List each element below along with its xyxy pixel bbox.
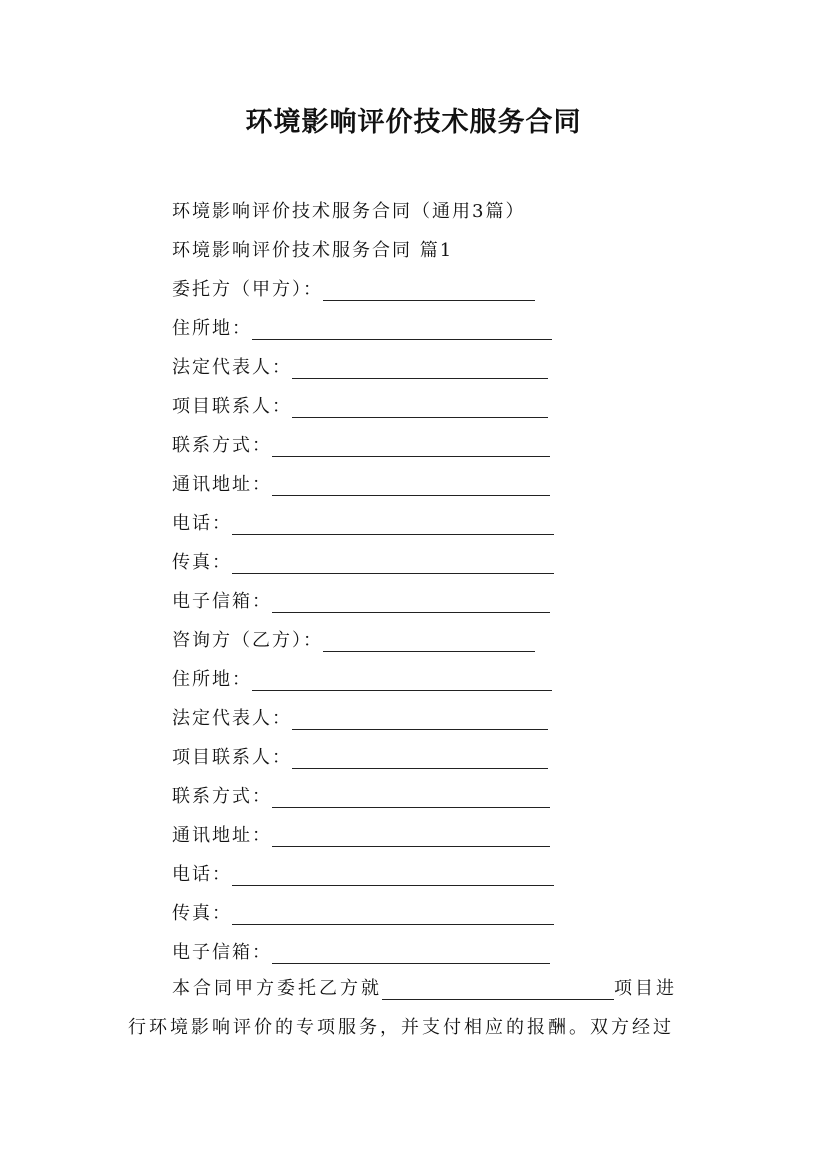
field-blank <box>272 783 550 808</box>
party-a-contact-person-line <box>172 387 702 426</box>
party-b-fax-line <box>172 894 702 933</box>
party-b-label-line <box>172 621 702 660</box>
field-blank <box>232 861 554 886</box>
field-blank <box>232 900 554 925</box>
party-a-contact-method-line <box>172 426 702 465</box>
field-blank <box>272 939 550 964</box>
field-blank <box>292 354 548 379</box>
contract-paragraph <box>128 969 703 1047</box>
party-b-phone-line <box>172 855 702 894</box>
party-a-label: 委托方（甲方）： <box>172 279 323 300</box>
field-blank <box>252 315 552 340</box>
field-blank <box>272 432 550 457</box>
field-label: 传真： <box>172 552 232 573</box>
party-b-label: 咨询方（乙方）： <box>172 630 323 651</box>
party-b-contact-person-line <box>172 738 702 777</box>
field-blank <box>272 588 550 613</box>
field-blank <box>272 471 550 496</box>
paragraph-line-1 <box>128 969 703 1008</box>
field-label: 通讯地址： <box>172 474 272 495</box>
party-a-blank <box>323 276 535 301</box>
paragraph-line-2: 行环境影响评价的专项服务，并支付相应的报酬。双方经过 <box>128 1017 674 1038</box>
field-blank <box>292 393 548 418</box>
field-label: 联系方式： <box>172 786 272 807</box>
field-blank <box>292 705 548 730</box>
party-a-address-line <box>172 309 702 348</box>
party-b-address-line <box>172 660 702 699</box>
field-label: 电子信箱： <box>172 591 272 612</box>
field-label: 通讯地址： <box>172 825 272 846</box>
field-blank <box>232 549 554 574</box>
party-b-email-line <box>172 933 702 972</box>
field-label: 联系方式： <box>172 435 272 456</box>
document-title: 环境影响评价技术服务合同 <box>245 107 582 138</box>
field-label: 法定代表人： <box>172 357 292 378</box>
document-body <box>172 192 702 972</box>
field-blank <box>232 510 554 535</box>
field-blank <box>252 666 552 691</box>
field-label: 项目联系人： <box>172 396 292 417</box>
paragraph-text-after: 项目进 <box>614 978 677 999</box>
party-b-mail-address-line <box>172 816 702 855</box>
field-label: 电话： <box>172 513 232 534</box>
field-label: 电话： <box>172 864 232 885</box>
field-label: 项目联系人： <box>172 747 292 768</box>
party-b-legal-rep-line <box>172 699 702 738</box>
field-blank <box>292 744 548 769</box>
part-line: 环境影响评价技术服务合同 篇1 <box>172 240 454 261</box>
field-label: 住所地： <box>172 669 252 690</box>
party-a-email-line <box>172 582 702 621</box>
field-label: 住所地： <box>172 318 252 339</box>
party-b-contact-method-line <box>172 777 702 816</box>
field-blank <box>272 822 550 847</box>
party-a-legal-rep-line <box>172 348 702 387</box>
project-name-blank <box>382 975 614 1000</box>
paragraph-text-before: 本合同甲方委托乙方就 <box>172 978 382 999</box>
party-a-mail-address-line <box>172 465 702 504</box>
field-label: 传真： <box>172 903 232 924</box>
party-a-fax-line <box>172 543 702 582</box>
field-label: 电子信箱： <box>172 942 272 963</box>
party-b-blank <box>323 627 535 652</box>
heading-line: 环境影响评价技术服务合同（通用3篇） <box>172 201 526 222</box>
field-label: 法定代表人： <box>172 708 292 729</box>
party-a-phone-line <box>172 504 702 543</box>
party-a-label-line <box>172 270 702 309</box>
